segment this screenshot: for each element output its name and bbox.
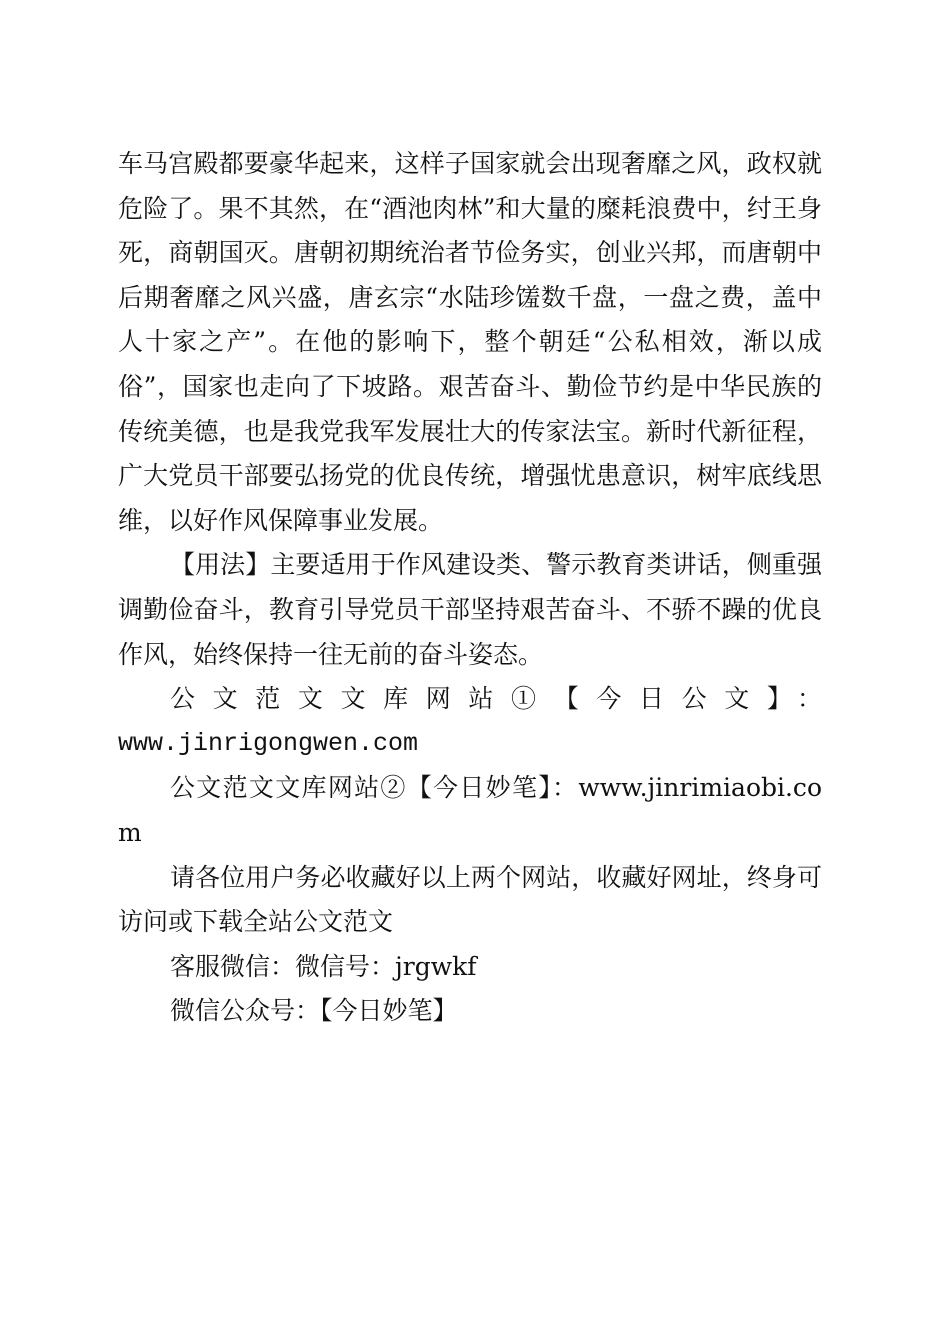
- usage-paragraph: 【用法】主要适用于作风建设类、警示教育类讲话，侧重强调勤俭奋斗，教育引导党员干部坚持艰苦奋斗、不骄不躁的优良作风，始终保持一往无前的奋斗姿态。: [118, 550, 822, 669]
- bookmark-notice: 请各位用户务必收藏好以上两个网站，收藏好网址，终身可访问或下载全站公文范文: [118, 862, 822, 937]
- site-two-line[interactable]: 公文范文文库网站②【今日妙笔】：www.jinrimiaobi.com: [118, 773, 822, 847]
- document-body: [118, 142, 822, 1034]
- site-one-url[interactable]: www.jinrigongwen.com: [118, 728, 419, 758]
- wechat-service-line: 客服微信：微信号：jrgwkf: [170, 951, 477, 981]
- site-one-label: 公文范文文库网站①【今日公文】：: [170, 684, 822, 714]
- body-paragraph: 车马宫殿都要豪华起来，这样子国家就会出现奢靡之风，政权就危险了。果不其然，在“酒池肉林”和大量的糜耗浪费中，纣王身死，商朝国灭。唐朝初期统治者节俭务实，创业兴邦，而唐朝中后期奢靡之风兴盛，唐玄宗“水陆珍馐数千盘，一盘之费，盖中人十家之产”。在他的影响下，整个朝廷“公私相效，渐以成俗”，国家也走向了下坡路。艰苦奋斗、勤俭节约是中华民族的传统美德，也是我党我军发展壮大的传家法宝。新时代新征程，广大党员干部要弘扬党的优良传统，增强忧患意识，树牢底线思维，以好作风保障事业发展。: [118, 149, 822, 535]
- wechat-official-line: 微信公众号：【今日妙笔】: [170, 996, 458, 1026]
